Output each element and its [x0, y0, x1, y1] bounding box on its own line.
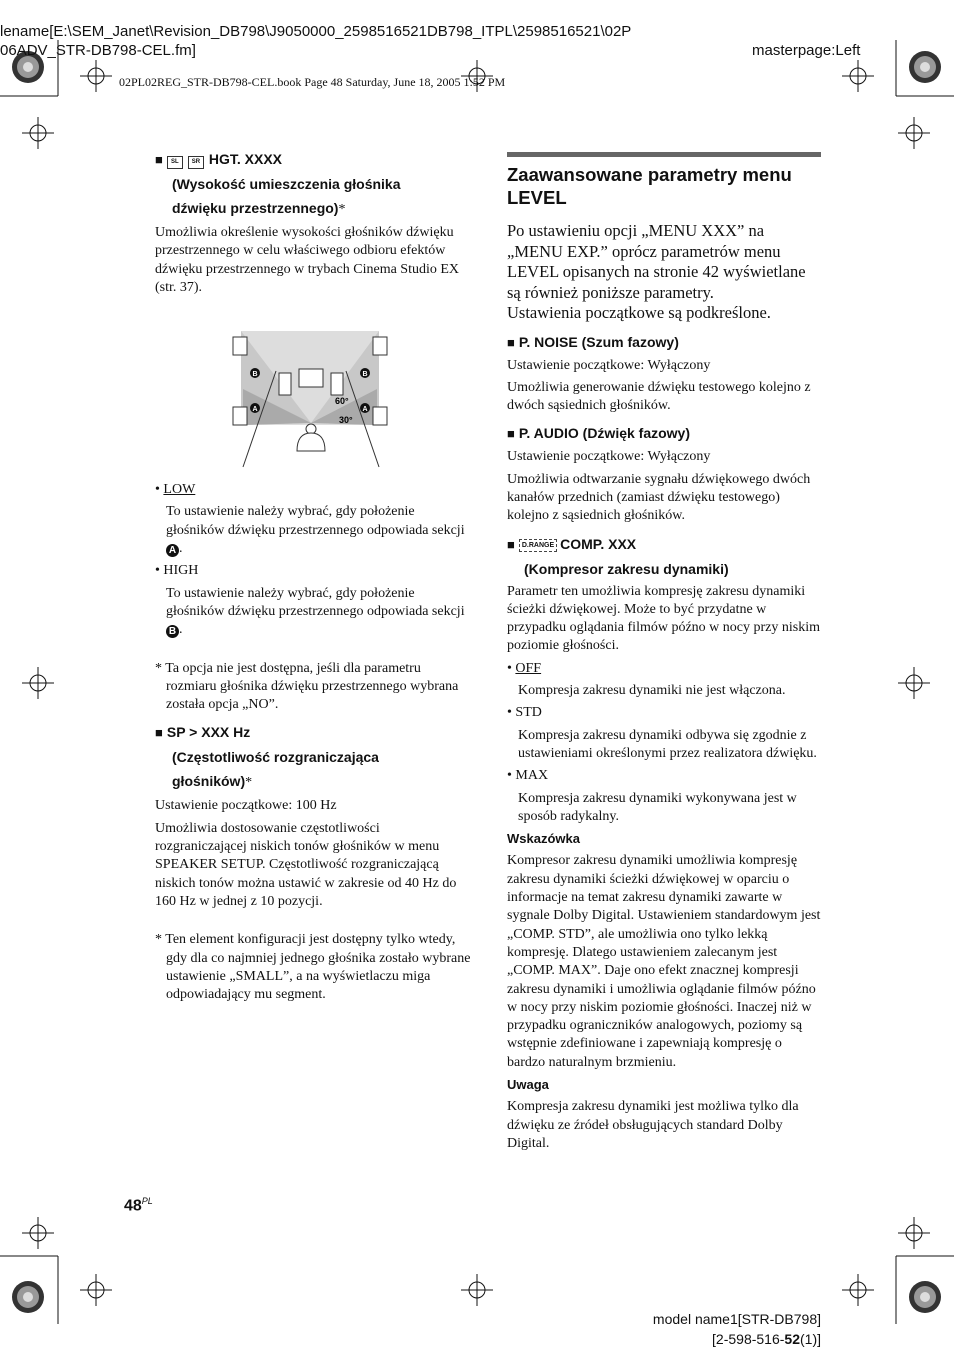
- paudio-title: P. AUDIO (Dźwięk fazowy): [518, 425, 691, 442]
- left-column: [155, 149, 473, 1008]
- filename-line-1: lename[E:\SEM_Janet\Revision_DB798\J9050000_2598516521DB798_ITPL\2598516521\02P: [0, 23, 632, 40]
- comp-option-max-desc: Kompresja zakresu dynamiki wykonywana jest w sposób radykalny.: [518, 790, 797, 824]
- starburst-bottom-left: [12, 1281, 44, 1313]
- paudio-heading: ■ P. AUDIO (Dźwięk fazowy): [507, 425, 691, 442]
- comp-option-std-desc: Kompresja zakresu dynamiki odbywa się zgodnie z ustawieniami określonymi przez realizatora dźwięku.: [518, 727, 817, 761]
- d-range-icon: D.RANGE: [519, 539, 557, 552]
- hgt-heading: ■ SL SR HGT. XXXX (Wysokość umieszczenia głośnika dźwięku przestrzennego)*: [155, 149, 473, 220]
- option-low-desc-text: To ustawienie należy wybrać, gdy położenie głośników dźwięku przestrzennego odpowiada sekcji: [166, 504, 465, 538]
- footnote-1: * Ta opcja nie jest dostępna, jeśli dla parametru rozmiaru głośnika dźwięku przestrzennego wybrana została opcja „NO”.: [155, 660, 459, 713]
- marker-a-left: A: [252, 406, 258, 414]
- starburst-top-right: [909, 51, 941, 83]
- comp-subtitle: (Kompresor zakresu dynamiki): [524, 560, 729, 577]
- comp-title: COMP. XXX: [560, 535, 637, 552]
- sp-heading: ■ SP > XXX Hz (Częstotliwość rozgraniczająca głośników)*: [155, 722, 473, 793]
- surround-right-icon: SR: [188, 156, 204, 169]
- model-code-line: [600, 1329, 821, 1349]
- comp-option-std: • STD: [507, 705, 542, 721]
- surround-left-icon: SL: [167, 156, 183, 169]
- filename-header: [0, 22, 631, 60]
- option-low-label: LOW: [163, 482, 196, 498]
- right-column: [507, 152, 821, 1157]
- model-code-bold: 52: [784, 1331, 800, 1347]
- pnoise-initial: Ustawienie początkowe: Wyłączony: [507, 357, 711, 373]
- model-name-line: model name1[STR-DB798]: [652, 1311, 821, 1327]
- sp-asterisk: *: [245, 775, 253, 791]
- paudio-initial: Ustawienie początkowe: Wyłączony: [507, 449, 711, 465]
- section-rule: [507, 152, 821, 157]
- marker-b-left: B: [252, 371, 258, 379]
- option-low: • LOW: [155, 482, 196, 498]
- comp-option-max-label: MAX: [515, 768, 549, 784]
- option-high-desc: To ustawienie należy wybrać, gdy położenie głośników dźwięku przestrzennego odpowiada sekcji B .: [166, 585, 465, 638]
- section-intro-2: Ustawienia początkowe są podkreślone.: [507, 303, 771, 322]
- comp-option-off: • OFF: [507, 660, 542, 676]
- option-high-label: HIGH: [163, 563, 199, 579]
- section-intro: Po ustawieniu opcji „MENU XXX” na „MENU EXP.” oprócz parametrów menu LEVEL opisanych na stronie 42 wyświetlane są również poniższe parametry.: [507, 221, 806, 302]
- sp-subtitle-2: głośników): [172, 773, 246, 790]
- note-heading: Uwaga: [507, 1077, 549, 1092]
- sp-initial: Ustawienie początkowe: 100 Hz: [155, 798, 337, 814]
- model-code-post: (1)]: [800, 1331, 821, 1347]
- sp-title: SP > XXX Hz: [166, 724, 251, 741]
- starburst-bottom-right: [909, 1281, 941, 1313]
- hgt-subtitle-1: (Wysokość umieszczenia głośnika: [172, 176, 401, 192]
- comp-option-std-label: STD: [515, 705, 542, 721]
- footnote-2: * Ten element konfiguracji jest dostępny tylko wtedy, gdy dla co najmniej jednego głośnika zostało wybrane ustawienie „SMALL”, a na wyświetlaczu miga odpowiadający mu segment.: [155, 932, 471, 1003]
- angle-30-label: 30°: [339, 415, 353, 426]
- pnoise-title: P. NOISE (Szum fazowy): [518, 333, 679, 350]
- hgt-subtitle-2: dźwięku przestrzennego): [172, 200, 339, 216]
- mark-a-icon: A: [166, 544, 179, 557]
- tip-body: Kompresor zakresu dynamiki umożliwia kompresję zakresu dynamiki ścieżki dźwiękowej w oparciu o informacje na temat zakresu dynamiki zawarte w sygnale Dolby Digital. Ustawieniem standardowym jest „COMP. STD”, ale umożliwia ono tylko lekką kompresję. Dlatego ustawieniem zalecanym jest „COMP. MAX”. Daje ono efekt znacznej kompresji zakresu dynamiki i umożliwia oglądanie filmów późno w nocy przy niskim poziomie głośności. Inaczej niż w przypadku ograniczników analogowych, poziomy są wstępnie zdefiniowane i zapewniają kompresję o bardzo naturalnym brzmieniu.: [507, 853, 821, 1070]
- masterpage-label: masterpage:Left: [752, 42, 861, 59]
- pnoise-body: Umożliwia generowanie dźwięku testowego kolejno z dwóch sąsiednich głośników.: [507, 379, 811, 414]
- hgt-body: Umożliwia określenie wysokości głośników dźwięku przestrzennego w celu właściwego odbioru efektów dźwięku przestrzennego w trybach Cinema Studio EX (str. 37).: [155, 225, 460, 295]
- tip-heading: Wskazówka: [507, 831, 580, 847]
- comp-heading: ■ D.RANGE COMP. XXX (Kompresor zakresu dynamiki): [507, 534, 821, 579]
- comp-option-off-desc: Kompresja zakresu dynamiki nie jest włączona.: [518, 683, 786, 699]
- sp-subtitle-1: (Częstotliwość rozgraniczająca: [172, 749, 379, 766]
- note-body: Kompresja zakresu dynamiki jest możliwa tylko dla dźwięku ze źródeł obsługujących standard Dolby Digital.: [507, 1099, 799, 1151]
- book-info-line: 02PL02REG_STR-DB798-CEL.book Page 48 Saturday, June 18, 2005 1:52 PM: [119, 75, 506, 89]
- option-low-desc: To ustawienie należy wybrać, gdy położenie głośników dźwięku przestrzennego odpowiada sekcji A .: [166, 504, 465, 557]
- speaker-height-diagram: [231, 311, 391, 471]
- section-title: Zaawansowane parametry menu LEVEL: [507, 164, 792, 208]
- pnoise-heading: ■ P. NOISE (Szum fazowy): [507, 333, 679, 350]
- filename-line-2: 06ADV_STR-DB798-CEL.fm]: [0, 42, 196, 59]
- hgt-asterisk: *: [338, 202, 346, 217]
- angle-60-label: 60°: [335, 396, 349, 407]
- mark-b-icon: B: [166, 625, 179, 638]
- height-options: [155, 481, 473, 639]
- comp-body: Parametr ten umożliwia kompresję zakresu dynamiki ścieżki dźwiękowej. Może to być przydatne w przypadku oglądania filmów późno w nocy przy niskim poziomie głośności.: [507, 583, 820, 654]
- hgt-title: HGT. XXXX: [208, 151, 282, 167]
- option-high-desc-text: To ustawienie należy wybrać, gdy położenie głośników dźwięku przestrzennego odpowiada sekcji: [166, 585, 465, 619]
- model-footer: [600, 1309, 821, 1349]
- marker-b-right: B: [362, 371, 368, 379]
- page-number-value: 48: [124, 1197, 142, 1215]
- model-code-pre: [2-598-516-: [712, 1331, 785, 1347]
- paudio-body: Umożliwia odtwarzanie sygnału dźwiękowego dwóch kanałów przednich (zamiast dźwięku testowego) kolejno z sąsiednich głośników.: [507, 471, 811, 524]
- comp-option-off-label: OFF: [515, 660, 542, 676]
- option-high: • HIGH: [155, 563, 199, 579]
- marker-a-right: A: [362, 406, 368, 414]
- page-number: [124, 1196, 153, 1215]
- page-language-suffix: PL: [141, 1196, 153, 1206]
- sp-body: Umożliwia dostosowanie częstotliwości rozgraniczającej niskich tonów głośników w menu SPEAKER SETUP. Częstotliwość rozgraniczającą niskich tonów można ustawić w zakresie od 40 Hz do 160 Hz w jednej z 10 pozycji.: [155, 820, 457, 909]
- comp-option-max: • MAX: [507, 768, 549, 784]
